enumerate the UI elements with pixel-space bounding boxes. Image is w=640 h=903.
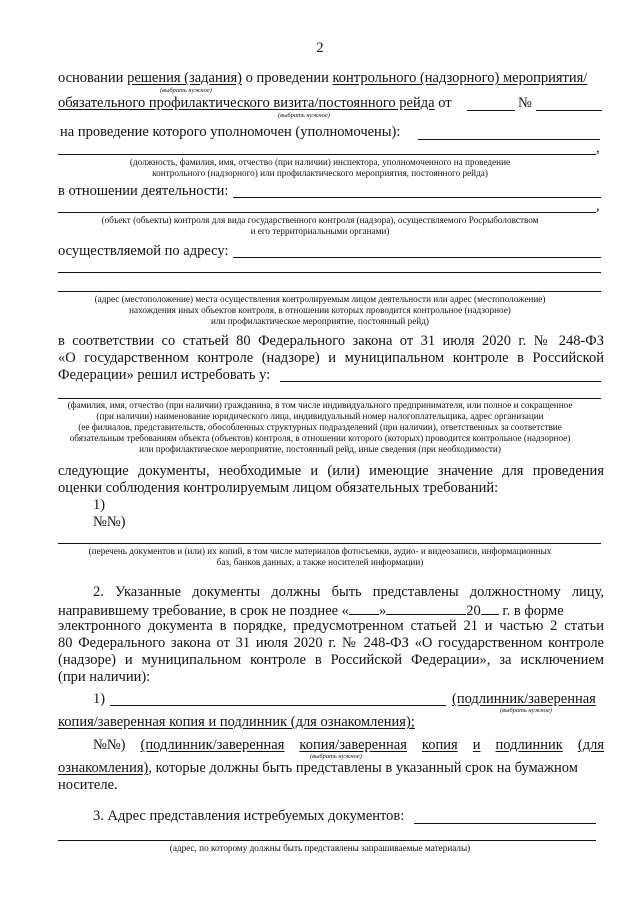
doc-item-n: №№) [93,514,126,530]
p8-line-5: (надзоре) и муниципальном контроле в Российской Федерации», за исключением [58,652,604,668]
p3-text: на проведение которого уполномочен (уполномочены): [60,124,401,140]
docs-blank[interactable] [58,543,601,544]
hint-choose-4: (выбрать нужное) [310,753,362,760]
subject-blank-1[interactable] [280,381,601,382]
subject-note-3: (ее филиалов, представительств, обособленных структурных подразделений (при наличии), ответственных за соответствие [78,422,562,432]
delivery-address-blank-1[interactable] [414,823,596,824]
doc-item-1: 1) [93,497,106,513]
inspector-note-2: контрольного (надзорного) или профилактического мероприятия, постоянного рейда) [152,168,488,178]
p1-line: основании решения (задания) о проведении контрольного (надзорного) мероприятия/ [58,70,588,86]
address-note-1: (адрес (местоположение) места осуществления контролируемым лицом деятельности или адрес (местоположение) [94,294,546,304]
p6-line-2: «О государственном контроле (надзоре) и муниципальном контроле в Российской [58,350,604,366]
p2-line: обязательного профилактического визита/постоянного рейда от [58,95,452,111]
docs-note-1: (перечень документов и (или) их копий, в том числе материалов фотосъемки, аудио- и видеозаписи, информационных [88,546,552,556]
inspector-note-1: (должность, фамилия, имя, отчество (при наличии) инспектора, уполномоченного на проведение [129,157,511,167]
hint-choose-2: (выбрать нужное) [278,112,330,119]
subject-note-5: или профилактическое мероприятие, постоянный рейд, иные сведения (при необходимости) [139,444,501,454]
date-blank[interactable] [467,110,515,111]
delivery-address-blank-2[interactable] [58,840,596,841]
p8-line-4: 80 Федерального закона от 31 июля 2020 г. № 248-ФЗ «О государственном контроле [58,635,604,651]
p8-line-2: направившему требование, в срок не позднее « » 20 г. в форме [58,603,564,619]
month-blank[interactable] [386,601,466,615]
docs-note-2: баз, банков данных, а также носителей информации) [216,557,424,567]
p8-line-9: ознакомления), которые должны быть представлены в указанный срок на бумажном [58,760,578,776]
p7-line-1: следующие документы, необходимые и (или) имеющие значение для проведения [58,463,604,479]
p4-text: в отношении деятельности: [58,183,229,199]
p6-line-3: Федерации» решил истребовать у: [58,367,271,383]
address-note-2: нахождения иных объектов контроля, в отношении которых проводится контрольное (надзорное) [129,305,511,315]
subject-note-2: (при наличии) наименование юридического лица, индивидуальный номер налогоплательщика, адрес организации [96,411,544,421]
p8-line-8: №№) (подлинник/заверенная копия/заверенная копия и подлинник (для [93,737,604,753]
p9-text: 3. Адрес представления истребуемых документов: [93,808,405,824]
page-number: 2 [316,40,324,56]
p8-line-6: (при наличии): [58,669,151,685]
p6-line-1: в соответствии со статьей 80 Федерального закона от 31 июля 2020 г. № 248-ФЗ [58,333,604,349]
p8-line-7: копия/заверенная копия и подлинник (для ознакомления); [58,714,415,730]
address-note-3: или профилактическое мероприятие, постоянный рейд) [211,316,429,326]
inspector-blank-1[interactable] [418,139,600,140]
year-blank[interactable] [481,601,499,615]
subject-note-4: обязательным требованиям объекта (объектов) контроля, в отношении которого (которых) проводится контрольное (надзорное) [69,433,571,443]
activity-note-1: (объект (объекты) контроля для вида государственного контроля (надзора), осуществляемого Росрыболовством [101,215,539,225]
delivery-address-note: (адрес, по которому должны быть представлены запрашиваемые материалы) [169,843,471,853]
address-blank-1[interactable] [233,257,601,258]
exception-blank[interactable] [110,705,446,706]
comma-2: , [596,198,600,214]
day-blank[interactable] [349,601,379,615]
address-blank-2[interactable] [58,272,601,273]
number-sign: № [518,95,532,111]
address-blank-3[interactable] [58,291,601,292]
comma-1: , [596,140,600,156]
activity-note-2: и его территориальными органами) [250,226,390,236]
p8-line-1: 2. Указанные документы должны быть представлены должностному лицу, [93,584,604,600]
exception-item-1: 1) [93,691,106,707]
reshenie-link: решения (задания) [127,70,242,86]
p8-line-3: электронного документа в порядке, предусмотренном статьей 21 и частью 2 статьи [58,618,604,634]
p7-line-2: оценки соблюдения контролируемым лицом обязательных требований: [58,480,499,496]
meropriyatie-text: контрольного (надзорного) мероприятия/ [332,70,588,86]
exception-type-1: (подлинник/заверенная [452,691,596,707]
subject-blank-2[interactable] [58,398,601,399]
activity-blank-1[interactable] [233,197,601,198]
p5-text: осуществляемой по адресу: [58,243,229,259]
subject-note-1: (фамилия, имя, отчество (при наличии) гражданина, в том числе индивидуального предпринимателя, или полное и сокращенное [67,400,573,410]
number-blank[interactable] [536,110,602,111]
hint-choose-3: (выбрать нужное) [500,707,552,714]
p8-line-10: носителе. [58,777,118,793]
activity-blank-2[interactable] [58,212,596,213]
inspector-blank-2[interactable] [58,154,596,155]
hint-choose-1: (выбрать нужное) [160,87,212,94]
